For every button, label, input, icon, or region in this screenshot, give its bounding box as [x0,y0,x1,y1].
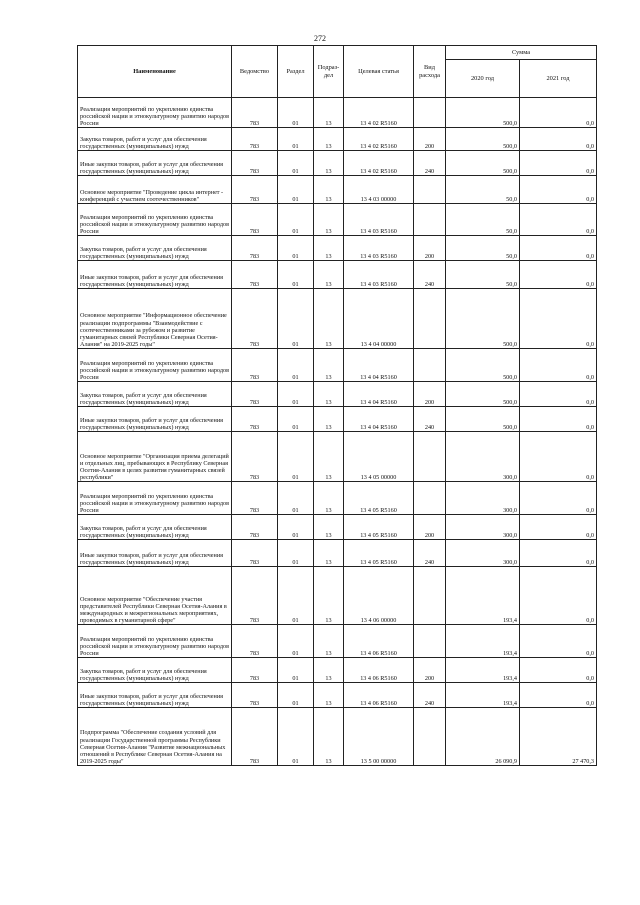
row-ved: 783 [232,658,278,683]
row-name: Закупка товаров, работ и услуг для обеспечения государственных (муниципальных) нужд [78,515,232,540]
row-podrazdel: 13 [314,261,344,289]
row-ved: 783 [232,176,278,204]
row-razdel: 01 [278,625,314,658]
row-expense-type [414,432,446,482]
row-sum-2020: 193,4 [446,683,520,708]
row-sum-2021: 0,0 [520,683,597,708]
row-expense-type: 200 [414,658,446,683]
row-expense-type: 240 [414,540,446,567]
row-name: Закупка товаров, работ и услуг для обеспечения государственных (муниципальных) нужд [78,236,232,261]
row-razdel: 01 [278,128,314,151]
row-sum-2020: 50,0 [446,236,520,261]
row-sum-2021: 0,0 [520,407,597,432]
table-row [78,625,597,658]
row-target-article: 13 4 05 R5160 [344,540,414,567]
row-razdel: 01 [278,515,314,540]
row-name: Реализация мероприятий по укреплению единства российской нации и этнокультурному развитию народов России [78,98,232,128]
row-expense-type [414,176,446,204]
row-expense-type [414,204,446,236]
row-podrazdel: 13 [314,658,344,683]
row-razdel: 01 [278,349,314,382]
row-expense-type: 240 [414,261,446,289]
row-expense-type [414,708,446,766]
row-target-article: 13 4 05 R5160 [344,482,414,515]
table-row [78,151,597,176]
row-name: Подпрограмма "Обеспечение создания условий для реализации Государственной программы Республики Северная Осетия-Алания "Развитие межнациональных отношений в Республике Северная Осетия-Алания на 2019-2025 годы" [78,708,232,766]
table-row [78,658,597,683]
table-row [78,708,597,766]
row-sum-2020: 193,4 [446,658,520,683]
row-ved: 783 [232,683,278,708]
row-ved: 783 [232,708,278,766]
table-row [78,204,597,236]
table-row [78,567,597,625]
row-podrazdel: 13 [314,176,344,204]
row-expense-type: 200 [414,382,446,407]
row-name: Иные закупки товаров, работ и услуг для обеспечения государственных (муниципальных) нужд [78,683,232,708]
row-expense-type: 200 [414,515,446,540]
row-razdel: 01 [278,683,314,708]
row-sum-2021: 0,0 [520,625,597,658]
row-target-article: 13 4 06 00000 [344,567,414,625]
row-target-article: 13 4 06 R5160 [344,625,414,658]
row-ved: 783 [232,625,278,658]
row-sum-2021: 0,0 [520,567,597,625]
row-name: Закупка товаров, работ и услуг для обеспечения государственных (муниципальных) нужд [78,382,232,407]
row-sum-2020: 50,0 [446,204,520,236]
row-sum-2021: 0,0 [520,261,597,289]
row-name: Основное мероприятие "Организация приема делегаций и отдельных лиц, пребывающих в Республику Северная Осетия-Алания в целях развития гуманитарных связей республики" [78,432,232,482]
row-sum-2021: 0,0 [520,349,597,382]
row-name: Основное мероприятие "Обеспечение участия представителей Республики Северная Осетия-Алания в международных и межрегиональных мероприятиях, проводимых в гуманитарной сфере" [78,567,232,625]
row-name: Иные закупки товаров, работ и услуг для обеспечения государственных (муниципальных) нужд [78,261,232,289]
row-target-article: 13 4 04 R5160 [344,382,414,407]
row-sum-2020: 500,0 [446,98,520,128]
row-podrazdel: 13 [314,382,344,407]
row-ved: 783 [232,432,278,482]
header-name: Наименование [78,46,232,98]
header-ved: Ведомство [232,46,278,98]
row-sum-2020: 500,0 [446,128,520,151]
row-sum-2021: 0,0 [520,204,597,236]
row-razdel: 01 [278,432,314,482]
row-target-article: 13 4 04 00000 [344,289,414,349]
row-expense-type: 240 [414,407,446,432]
row-sum-2021: 0,0 [520,658,597,683]
row-sum-2021: 0,0 [520,515,597,540]
row-podrazdel: 13 [314,98,344,128]
row-target-article: 13 4 05 00000 [344,432,414,482]
row-name: Основное мероприятие "Информационное обеспечение реализации подпрограммы "Взаимодействие с соотечественниками за рубежом и развитие гуманитарных связей Республики Северная Осетия-Алания" на 2019-2025 годы" [78,289,232,349]
row-sum-2021: 0,0 [520,98,597,128]
row-podrazdel: 13 [314,349,344,382]
row-ved: 783 [232,128,278,151]
row-podrazdel: 13 [314,432,344,482]
table-row [78,482,597,515]
row-ved: 783 [232,261,278,289]
row-name: Закупка товаров, работ и услуг для обеспечения государственных (муниципальных) нужд [78,128,232,151]
row-expense-type [414,98,446,128]
row-name: Реализация мероприятий по укреплению единства российской нации и этнокультурному развитию народов России [78,625,232,658]
row-sum-2020: 300,0 [446,515,520,540]
row-podrazdel: 13 [314,204,344,236]
row-name: Основное мероприятие "Проведение цикла интернет - конференций с участием соотечественников" [78,176,232,204]
row-podrazdel: 13 [314,625,344,658]
row-sum-2021: 0,0 [520,176,597,204]
row-ved: 783 [232,151,278,176]
row-target-article: 13 4 02 R5160 [344,151,414,176]
table-row [78,515,597,540]
row-sum-2021: 0,0 [520,151,597,176]
table-row [78,98,597,128]
row-sum-2020: 26 090,9 [446,708,520,766]
row-sum-2020: 300,0 [446,432,520,482]
row-target-article: 13 4 02 R5160 [344,128,414,151]
budget-table [77,45,597,766]
row-expense-type: 200 [414,236,446,261]
row-expense-type [414,625,446,658]
row-name: Реализация мероприятий по укреплению единства российской нации и этнокультурному развитию народов России [78,349,232,382]
row-expense-type [414,349,446,382]
row-sum-2021: 0,0 [520,289,597,349]
row-target-article: 13 4 03 R5160 [344,204,414,236]
table-row [78,349,597,382]
row-name: Реализация мероприятий по укреплению единства российской нации и этнокультурному развитию народов России [78,482,232,515]
row-razdel: 01 [278,407,314,432]
row-sum-2020: 500,0 [446,349,520,382]
row-sum-2020: 300,0 [446,482,520,515]
row-ved: 783 [232,98,278,128]
row-podrazdel: 13 [314,708,344,766]
row-target-article: 13 4 03 00000 [344,176,414,204]
row-razdel: 01 [278,151,314,176]
row-name: Закупка товаров, работ и услуг для обеспечения государственных (муниципальных) нужд [78,658,232,683]
row-ved: 783 [232,515,278,540]
row-sum-2021: 27 470,3 [520,708,597,766]
row-sum-2020: 500,0 [446,289,520,349]
row-target-article: 13 4 04 R5160 [344,349,414,382]
row-name: Иные закупки товаров, работ и услуг для обеспечения государственных (муниципальных) нужд [78,151,232,176]
row-razdel: 01 [278,482,314,515]
row-razdel: 01 [278,261,314,289]
row-sum-2020: 193,4 [446,567,520,625]
row-ved: 783 [232,540,278,567]
row-razdel: 01 [278,289,314,349]
row-ved: 783 [232,236,278,261]
row-podrazdel: 13 [314,151,344,176]
row-sum-2020: 300,0 [446,540,520,567]
row-sum-2021: 0,0 [520,236,597,261]
row-sum-2021: 0,0 [520,540,597,567]
header-target-article: Целевая статья [344,46,414,98]
row-podrazdel: 13 [314,236,344,261]
row-ved: 783 [232,204,278,236]
row-sum-2021: 0,0 [520,432,597,482]
row-razdel: 01 [278,98,314,128]
row-sum-2020: 193,4 [446,625,520,658]
row-target-article: 13 4 06 R5160 [344,683,414,708]
row-name: Реализация мероприятий по укреплению единства российской нации и этнокультурному развитию народов России [78,204,232,236]
header-razdel: Раздел [278,46,314,98]
row-razdel: 01 [278,708,314,766]
row-razdel: 01 [278,204,314,236]
header-sum: Сумма [446,46,597,60]
row-sum-2020: 500,0 [446,151,520,176]
row-sum-2021: 0,0 [520,128,597,151]
row-razdel: 01 [278,176,314,204]
row-ved: 783 [232,349,278,382]
row-sum-2020: 500,0 [446,407,520,432]
row-target-article: 13 4 04 R5160 [344,407,414,432]
table-row [78,176,597,204]
table-row [78,432,597,482]
row-target-article: 13 5 00 00000 [344,708,414,766]
row-podrazdel: 13 [314,515,344,540]
table-row [78,407,597,432]
row-sum-2020: 50,0 [446,176,520,204]
table-row [78,683,597,708]
row-target-article: 13 4 06 R5160 [344,658,414,683]
row-ved: 783 [232,382,278,407]
header-podrazdel: Подраз-дел [314,46,344,98]
table-row [78,128,597,151]
table-row [78,289,597,349]
row-expense-type [414,482,446,515]
row-razdel: 01 [278,382,314,407]
header-2021: 2021 год [520,60,597,98]
row-target-article: 13 4 05 R5160 [344,515,414,540]
row-podrazdel: 13 [314,482,344,515]
row-expense-type [414,567,446,625]
page-number: 272 [314,34,326,43]
row-podrazdel: 13 [314,289,344,349]
row-podrazdel: 13 [314,683,344,708]
row-podrazdel: 13 [314,407,344,432]
row-podrazdel: 13 [314,567,344,625]
row-sum-2021: 0,0 [520,482,597,515]
row-sum-2021: 0,0 [520,382,597,407]
table-row [78,382,597,407]
row-ved: 783 [232,482,278,515]
row-ved: 783 [232,289,278,349]
row-name: Иные закупки товаров, работ и услуг для обеспечения государственных (муниципальных) нужд [78,540,232,567]
row-ved: 783 [232,407,278,432]
row-target-article: 13 4 03 R5160 [344,236,414,261]
row-sum-2020: 500,0 [446,382,520,407]
header-2020: 2020 год [446,60,520,98]
row-razdel: 01 [278,236,314,261]
row-razdel: 01 [278,658,314,683]
row-sum-2020: 50,0 [446,261,520,289]
row-expense-type: 240 [414,683,446,708]
row-expense-type: 240 [414,151,446,176]
table-row [78,236,597,261]
row-expense-type: 200 [414,128,446,151]
table-row [78,540,597,567]
row-ved: 783 [232,567,278,625]
row-razdel: 01 [278,540,314,567]
table-row [78,261,597,289]
row-expense-type [414,289,446,349]
row-podrazdel: 13 [314,540,344,567]
header-expense-type: Вид расхода [414,46,446,98]
row-name: Иные закупки товаров, работ и услуг для обеспечения государственных (муниципальных) нужд [78,407,232,432]
row-target-article: 13 4 02 R5160 [344,98,414,128]
row-razdel: 01 [278,567,314,625]
row-target-article: 13 4 03 R5160 [344,261,414,289]
row-podrazdel: 13 [314,128,344,151]
